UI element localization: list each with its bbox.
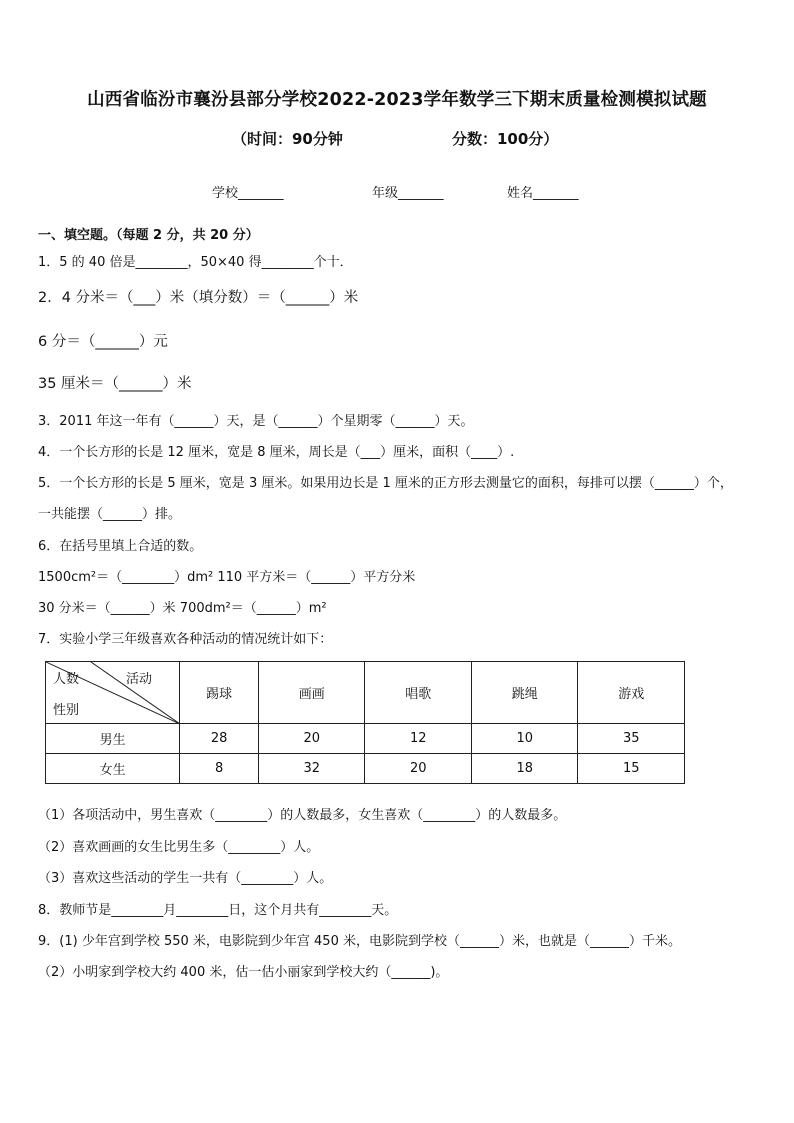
grade-field: 年级_______ [372,186,444,201]
question-9-1: 9．(1) 少年宫到学校 550 米，电影院到少年宫 450 米，电影院到学校（______）米，也就是（______）千米。 [38,934,681,949]
question-2-b: 6 分＝（______）元 [38,334,168,350]
header-cell: 游戏 [578,662,685,724]
question-3: 3．2011 年这一年有（______）天，是（______）个星期零（______）天。 [38,414,474,429]
header-cell: 跳绳 [471,662,578,724]
question-6-a: 1500cm²＝（________）dm² 110 平方米＝（______）平方分米 [38,570,416,585]
question-9-2: （2）小明家到学校大约 400 米，估一估小丽家到学校大约（______)。 [38,965,449,980]
page-title: 山西省临汾市襄汾县部分学校2022-2023学年数学三下期末质量检测模拟试题 [87,90,707,110]
table-row [46,724,685,754]
header-cell: 唱歌 [365,662,472,724]
row-label: 女生 [46,754,180,784]
question-1: 1．5 的 40 倍是________，50×40 得________个十． [38,255,353,270]
table-cell: 18 [471,754,578,784]
corner-label-activity: 活动 [126,672,153,687]
table-row [46,754,685,784]
question-7-2: （2）喜欢画画的女生比男生多（________）人。 [38,840,320,855]
question-2: 2．4 分米＝（___）米（填分数）＝（______）米 [38,290,359,306]
question-7-1: （1）各项活动中，男生喜欢（________）的人数最多，女生喜欢（________）的人数最多。 [38,808,567,823]
question-6: 6．在括号里填上合适的数。 [38,539,203,554]
row-label: 男生 [46,724,180,754]
table-cell: 35 [578,724,685,754]
school-field: 学校_______ [212,186,284,201]
table-cell: 28 [180,724,259,754]
table-cell: 10 [471,724,578,754]
header-cell: 踢球 [180,662,259,724]
question-8: 8．教师节是________月________日，这个月共有________天。 [38,903,398,918]
activity-table [45,661,685,784]
question-6-b: 30 分米＝（______）米 700dm²＝（______）m² [38,601,327,616]
table-header-row [46,662,685,724]
table-cell: 8 [180,754,259,784]
question-5-b: 一共能摆（______）排。 [38,507,182,522]
question-2-c: 35 厘米＝（______）米 [38,376,192,392]
table-cell: 12 [365,724,472,754]
question-5: 5．一个长方形的长是 5 厘米，宽是 3 厘米。如果用边长是 1 厘米的正方形去测量它的面积，每排可以摆（______）个， [38,476,733,491]
corner-label-gender: 性别 [53,703,80,718]
question-4: 4．一个长方形的长是 12 厘米，宽是 8 厘米，周长是（___）厘米，面积（____）. [38,445,515,460]
corner-label-count: 人数 [53,672,80,687]
table-cell: 20 [365,754,472,784]
table-cell: 15 [578,754,685,784]
exam-score: 分数：100分） [452,130,559,148]
name-field: 姓名_______ [507,186,579,201]
table-cell: 20 [258,724,365,754]
table-corner-cell [46,662,180,724]
header-cell: 画画 [258,662,365,724]
question-7-3: （3）喜欢这些活动的学生一共有（________）人。 [38,871,333,886]
table-cell: 32 [258,754,365,784]
section-heading: 一、填空题。（每题 2 分，共 20 分） [38,228,259,243]
question-7: 7．实验小学三年级喜欢各种活动的情况统计如下： [38,632,333,647]
exam-time: （时间：90分钟 [232,130,343,148]
